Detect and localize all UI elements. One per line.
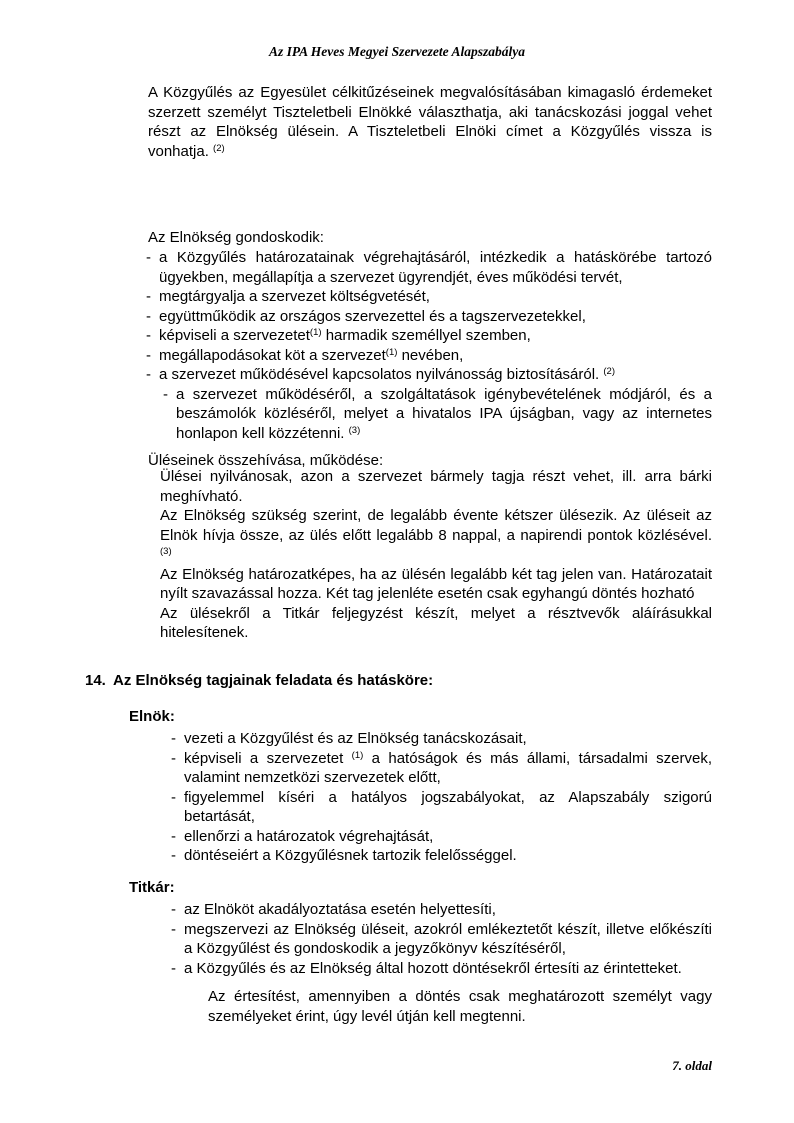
titkar-duties-list xyxy=(171,900,712,978)
meetings-paragraph: Ülései nyilvánosak, azon a szervezet bármely tagja részt vehet, ill. arra bárki meghívható. xyxy=(160,468,712,505)
elnokseg-duties-list xyxy=(146,248,712,443)
list-dash-marker: - xyxy=(171,920,176,938)
list-item-text: döntéseiért a Közgyűlésnek tartozik felelősséggel. xyxy=(184,847,517,864)
section-14-number: 14. xyxy=(85,672,106,689)
list-item-text: a Közgyűlés határozatainak végrehajtásáról, intézkedik a hatáskörébe tartozó ügyekben, megállapítja a szervezet ügyrendjét, éves működési tervét, xyxy=(159,249,712,286)
list-dash-marker: - xyxy=(163,385,168,403)
notification-note: Az értesítést, amennyiben a döntés csak meghatározott személyt vagy személyeket érint, úgy levél útján kell megtenni. xyxy=(208,988,712,1025)
list-dash-marker: - xyxy=(146,366,151,383)
list-item-text: megszervezi az Elnökség üléseit, azokról emlékeztetőt készít, illetve előkészíti a Közgyűlést és gondoskodik a jegyzőkönyv készítéséről, xyxy=(184,920,712,957)
list-item xyxy=(171,846,712,866)
list-item-text: képviseli a szervezetet $^{(1)}$ a hatóságok és más állami, társadalmi szervek, valamint nemzetközi szervezetek előtt, xyxy=(184,749,712,786)
list-item-text: együttműködik az országos szervezettel és a tagszervezetekkel, xyxy=(159,307,586,325)
list-dash-marker: - xyxy=(171,847,176,864)
intro-paragraph: A Közgyűlés az Egyesület célkitűzéseinek megvalósításában kimagasló érdemeket szerzett személyt Tiszteletbeli Elnökké választhatja, aki tanácskozási joggal vehet részt az Elnökség ülésein. A Tiszteletbeli Elnöki címet a Közgyűlés vissza is vonhatja. $^{(2)}$ xyxy=(148,84,712,160)
list-item-text: megállapodásokat köt a szervezet$^{(1)}$ nevében, xyxy=(159,346,464,364)
list-item-text: a szervezet működésével kapcsolatos nyilvánosság biztosításáról. $^{(2)}$ xyxy=(159,366,616,383)
list-dash-marker: - xyxy=(146,307,151,325)
meetings-paragraph: Az ülésekről a Titkár feljegyzést készít, melyet a résztvevők aláírásukkal hitelesítenek. xyxy=(160,604,712,641)
section-14-heading xyxy=(85,671,433,691)
list-item-text: képviseli a szervezetet$^{(1)}$ harmadik személlyel szemben, xyxy=(159,327,531,344)
page-header-title: Az IPA Heves Megyei Szervezete Alapszabálya xyxy=(268,44,526,59)
elnokseg-duties-heading: Az Elnökség gondoskodik: xyxy=(148,229,324,246)
list-dash-marker: - xyxy=(146,327,151,344)
meetings-paragraph: Az Elnökség határozatképes, ha az ülésén legalább két tag jelen van. Határozatait nyílt szavazással hozza. Két tag jelenléte esetén csak egyhangú döntés hozható xyxy=(160,565,712,602)
list-item-text: figyelemmel kíséri a hatályos jogszabályokat, az Alapszabály szigorú betartását, xyxy=(184,788,712,825)
page-number: 7. oldal xyxy=(672,1058,712,1073)
list-item xyxy=(146,248,712,287)
list-item xyxy=(146,307,712,327)
list-item xyxy=(146,365,712,385)
section-14-title: Az Elnökség tagjainak feladata és hatásköre: xyxy=(113,672,434,689)
meetings-paragraph: Az Elnökség szükség szerint, de legalább évente kétszer ülésezik. Az üléseit az Elnök hívja össze, az ülés előtt legalább 8 nappal, a napirendi pontok közlésével. $^{(3)}$ xyxy=(160,507,712,557)
list-item xyxy=(146,326,712,346)
list-item-text: a Közgyűlés és az Elnökség által hozott döntésekről értesíti az érintetteket. xyxy=(184,959,682,977)
list-item xyxy=(171,749,712,788)
elnok-heading: Elnök: xyxy=(129,708,175,725)
list-item-text: megtárgyalja a szervezet költségvetését, xyxy=(159,288,430,305)
list-item-text: az Elnököt akadályoztatása esetén helyettesíti, xyxy=(184,901,496,918)
list-dash-marker: - xyxy=(146,346,151,364)
list-item-text: vezeti a Közgyűlést és az Elnökség tanácskozásait, xyxy=(184,730,527,747)
list-item-text: ellenőrzi a határozatok végrehajtását, xyxy=(184,827,434,845)
list-item xyxy=(146,287,712,307)
list-item xyxy=(163,385,712,444)
list-dash-marker: - xyxy=(171,788,176,806)
list-item xyxy=(171,827,712,847)
list-dash-marker: - xyxy=(146,249,151,266)
list-dash-marker: - xyxy=(146,288,151,305)
list-dash-marker: - xyxy=(171,959,176,977)
list-item xyxy=(171,959,712,979)
list-item xyxy=(171,729,712,749)
list-dash-marker: - xyxy=(171,749,176,767)
list-dash-marker: - xyxy=(171,827,176,845)
list-item xyxy=(171,900,712,920)
meetings-paragraphs xyxy=(160,467,712,643)
list-item-text: a szervezet működéséről, a szolgáltatások igénybevételének módjáról, és a beszámolók közléséről, melyet a hivatalos IPA újságban, vagy az internetes honlapon kell közzétenni. $^{(3)}$ xyxy=(176,385,712,442)
list-item xyxy=(171,920,712,959)
list-dash-marker: - xyxy=(171,730,176,747)
list-item xyxy=(171,788,712,827)
elnok-duties-list xyxy=(171,729,712,866)
list-item xyxy=(146,346,712,366)
meetings-heading: Üléseinek összehívása, működése: xyxy=(148,452,384,469)
titkar-heading: Titkár: xyxy=(129,879,175,896)
list-dash-marker: - xyxy=(171,901,176,918)
